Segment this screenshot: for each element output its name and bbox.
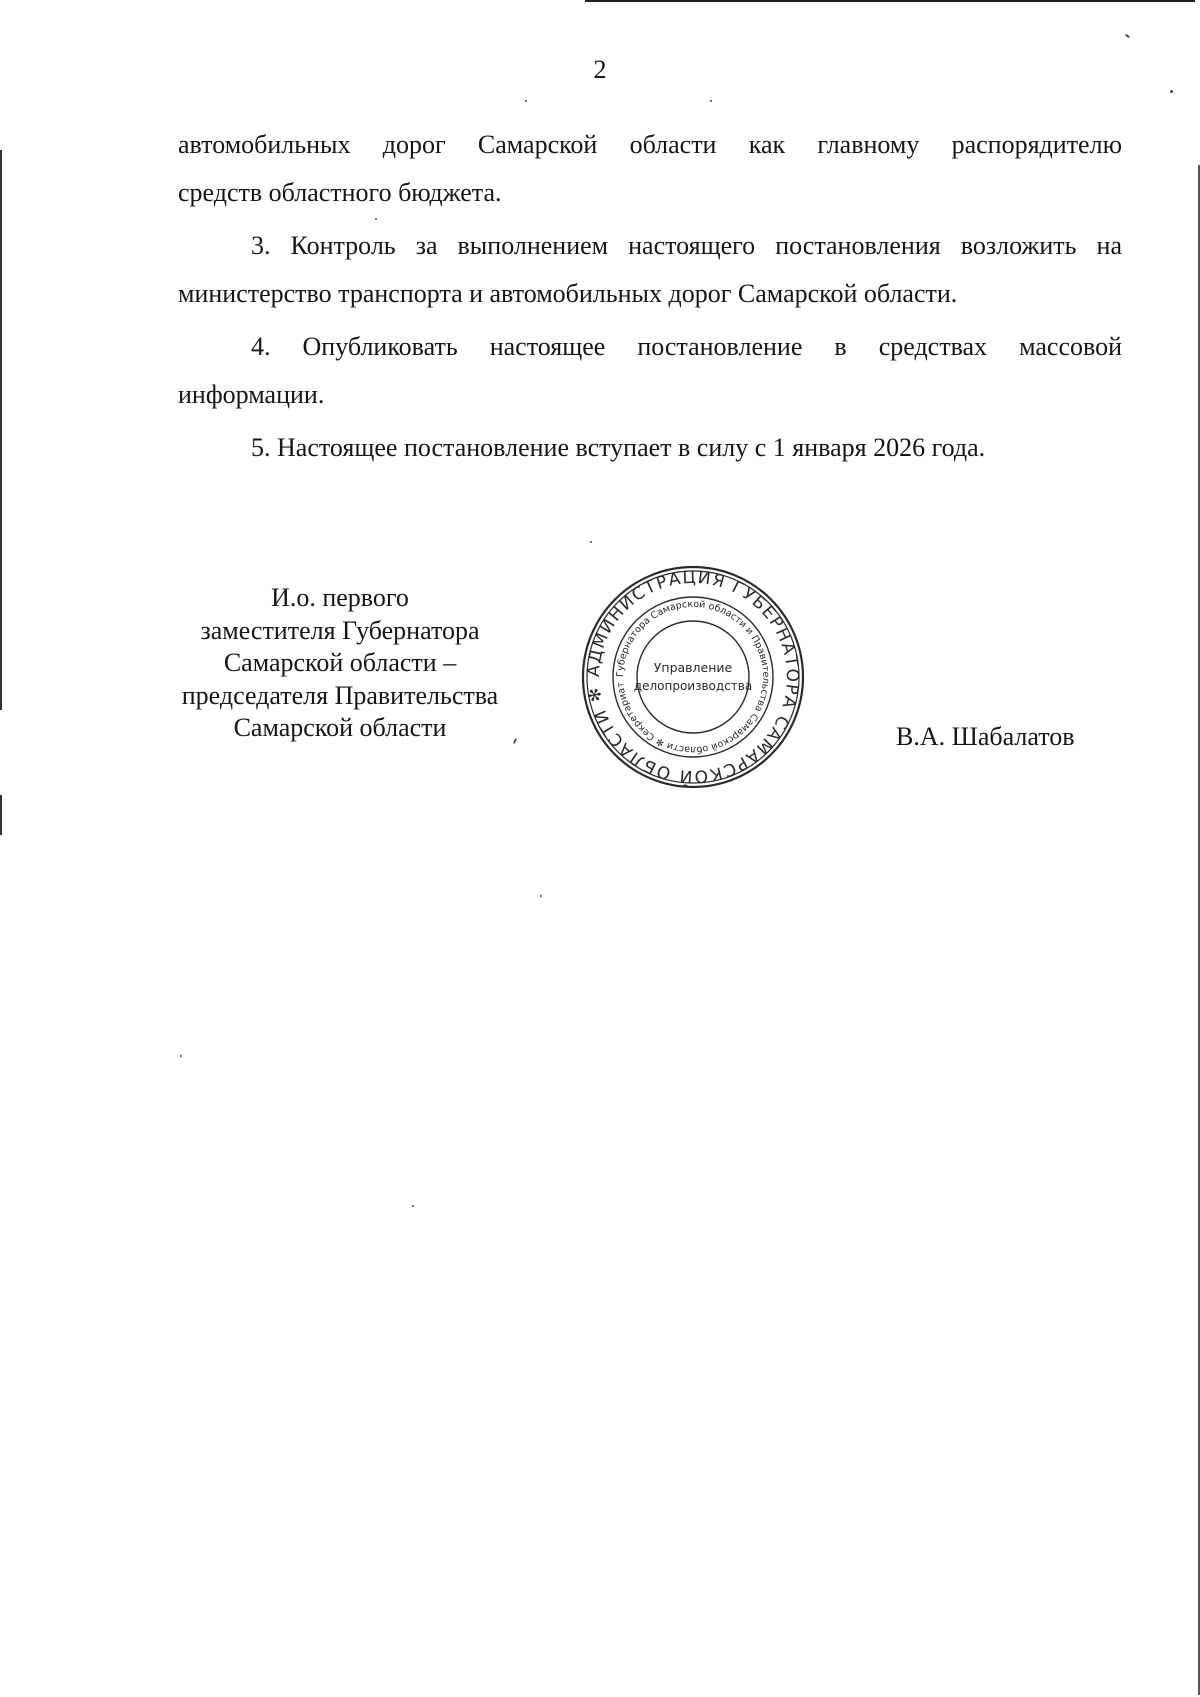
text-line: автомобильных дорог Самарской области как главному распорядителю	[178, 130, 1122, 159]
scan-edge-left	[0, 150, 2, 710]
seal-middle-text: Губернатора Самарской области и Правительства Самарской области ✻ Секретариат	[614, 598, 772, 756]
page-number: 2	[593, 55, 607, 84]
signatory-title-line: заместителя Губернатора	[200, 615, 480, 645]
seal-center-line-2: делопроизводства	[633, 679, 753, 693]
scan-speck	[525, 100, 527, 102]
paragraph-item-5	[178, 424, 1122, 472]
official-seal	[580, 564, 806, 790]
paragraph-continuation	[178, 121, 1122, 217]
body-text	[178, 121, 1122, 477]
signatory-title-line: Самарской области	[233, 713, 447, 742]
seal-outer-text: АДМИНИСТРАЦИЯ ГУБЕРНАТОРА САМАРСКОЙ ОБЛАСТИ ✻	[583, 567, 803, 787]
signatory-name: В.А. Шабалатов	[896, 722, 1075, 751]
scan-speck	[590, 541, 592, 543]
scan-speck	[540, 895, 542, 897]
paragraph-item-3	[178, 222, 1122, 318]
signatory-title-line: И.о. первого	[271, 583, 409, 612]
text-line: средств областного бюджета.	[178, 178, 502, 207]
signatory-title	[140, 582, 540, 745]
seal-ring	[637, 621, 749, 733]
scan-speck	[1170, 90, 1173, 93]
text-line: 4. Опубликовать настоящее постановление в средствах массовой	[251, 332, 1122, 361]
seal-center-line-1: Управление	[653, 660, 733, 675]
signatory-title-line: Самарской области –	[223, 648, 457, 677]
text-line: 5. Настоящее постановление вступает в силу с 1 января 2026 года.	[251, 433, 986, 462]
text-line: министерство транспорта и автомобильных дорог Самарской области.	[178, 279, 958, 308]
paragraph-item-4	[178, 323, 1122, 419]
scan-edge-top	[585, 0, 1195, 2]
text-line: информации.	[178, 380, 325, 409]
scan-speck	[412, 1205, 414, 1207]
scan-speck	[180, 1055, 182, 1057]
text-line: 3. Контроль за выполнением настоящего постановления возложить на	[251, 231, 1122, 260]
scan-edge-left-mark	[0, 795, 2, 835]
signatory-title-line: председателя Правительства	[181, 680, 499, 710]
scan-speck	[1125, 34, 1130, 39]
scan-speck	[710, 100, 712, 102]
